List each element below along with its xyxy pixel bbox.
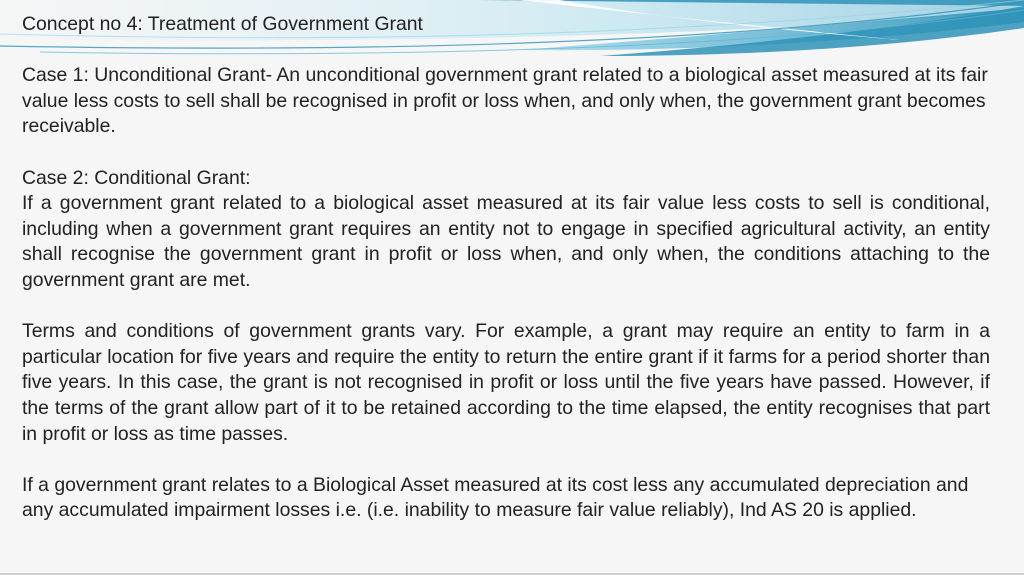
terms-paragraph: Terms and conditions of government grants vary. For example, a grant may require an entity to farm in a particular location for five years and require the entity to return the entire grant if it farms for a period shorter than five years. In this case, the grant is not recognised in profit or loss until the five years have passed. However, if the terms of the grant allow part of it to be retained according to the time elapsed, the entity recognises that part in profit or loss as time passes. — [22, 320, 990, 445]
case2-heading: Case 2: Conditional Grant: — [22, 166, 251, 189]
spacer — [22, 294, 990, 320]
slide-content — [22, 12, 990, 524]
case2-paragraph: If a government grant related to a biological asset measured at its fair value less costs to sell is conditional, including when a government grant requires an entity not to engage in specified agricultural activity, an entity shall recognise the government grant in profit or loss when, and only when, the conditions attaching to the government grant are met. — [22, 192, 990, 291]
case1-paragraph: Case 1: Unconditional Grant- An unconditional government grant related to a biological asset measured at its fair value less costs to sell shall be recognised in profit or loss when, and only when, the government grant becomes receivable. — [22, 64, 988, 138]
spacer — [22, 447, 990, 473]
slide-title: Concept no 4: Treatment of Government Grant — [22, 13, 423, 35]
spacer — [22, 38, 990, 64]
spacer — [22, 140, 990, 166]
cost-model-paragraph: If a government grant relates to a Biological Asset measured at its cost less any accumulated depreciation and any accumulated impairment losses i.e. (i.e. inability to measure fair value reliably), Ind AS 20 is applied. — [22, 473, 969, 522]
